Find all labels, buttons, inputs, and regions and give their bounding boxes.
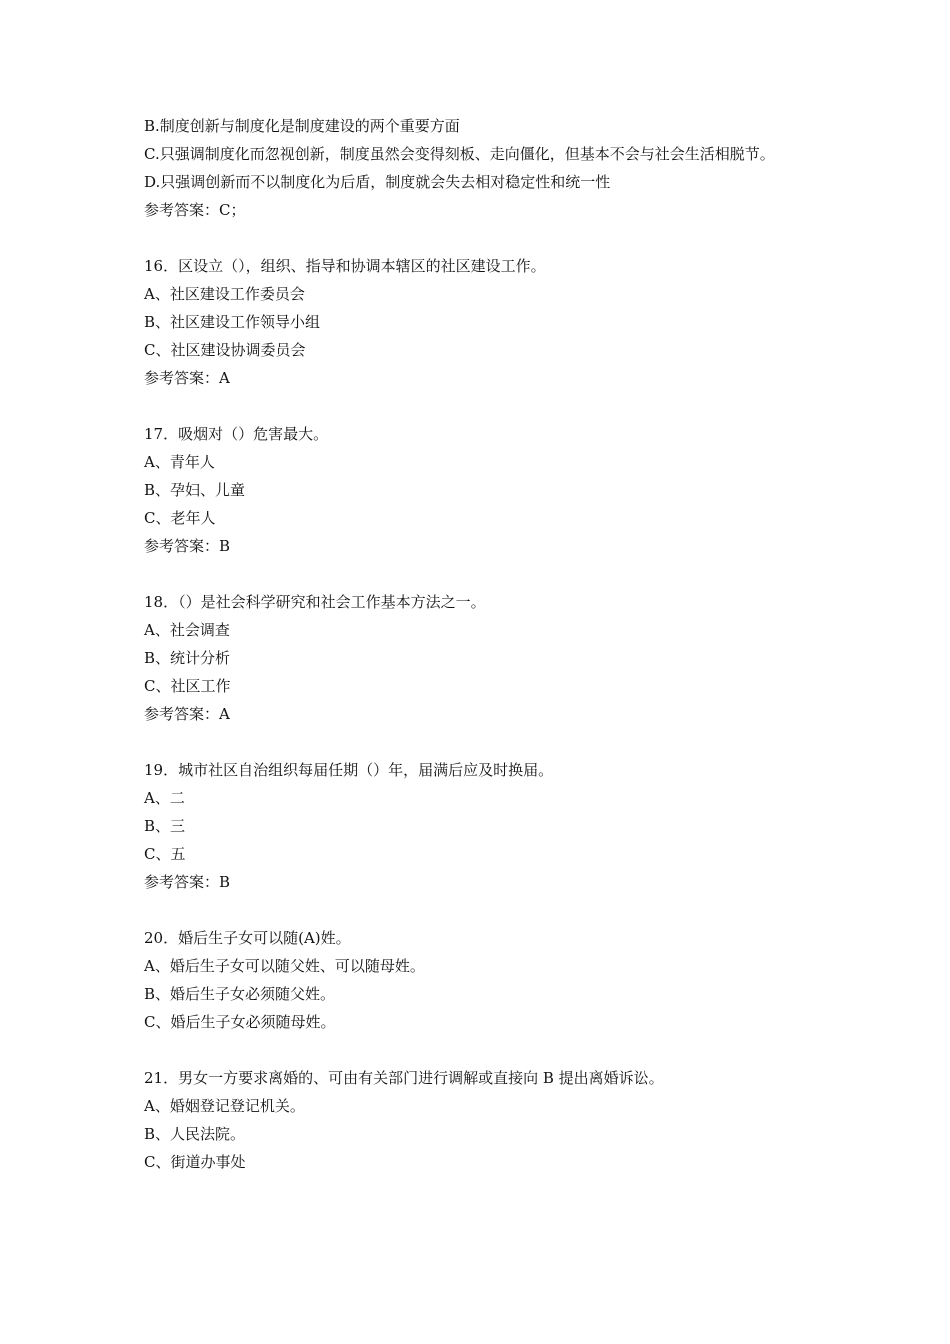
option-c: C.只强调制度化而忽视创新，制度虽然会变得刻板、走向僵化，但基本不会与社会生活相脱节。 <box>144 145 775 163</box>
option-a: A、青年人 <box>144 453 215 471</box>
question-21 <box>144 1064 814 1176</box>
option-c: C、社区建设协调委员会 <box>144 341 306 359</box>
answer: 参考答案：A <box>144 705 230 723</box>
option-b: B.制度创新与制度化是制度建设的两个重要方面 <box>144 117 460 135</box>
question-text: 16．区设立（），组织、指导和协调本辖区的社区建设工作。 <box>144 257 546 275</box>
question-17 <box>144 420 814 560</box>
question-text: 20．婚后生子女可以随(A)姓。 <box>144 929 351 947</box>
answer: 参考答案：B <box>144 873 231 891</box>
option-a: A、二 <box>144 789 185 807</box>
option-a: A、婚姻登记登记机关。 <box>144 1097 305 1115</box>
question-18 <box>144 588 814 728</box>
answer: 参考答案：C； <box>144 201 246 219</box>
option-d: D.只强调创新而不以制度化为后盾，制度就会失去相对稳定性和统一性 <box>144 173 611 191</box>
question-text: 17．吸烟对（）危害最大。 <box>144 425 329 443</box>
option-c: C、婚后生子女必须随母姓。 <box>144 1013 336 1031</box>
question-text: 21．男女一方要求离婚的、可由有关部门进行调解或直接向 B 提出离婚诉讼。 <box>144 1069 664 1087</box>
option-c: C、街道办事处 <box>144 1153 246 1171</box>
question-text: 19．城市社区自治组织每届任期（）年，届满后应及时换届。 <box>144 761 554 779</box>
option-a: A、社区建设工作委员会 <box>144 285 305 303</box>
option-a: A、婚后生子女可以随父姓、可以随母姓。 <box>144 957 425 975</box>
question-text: 18．（）是社会科学研究和社会工作基本方法之一。 <box>144 593 486 611</box>
option-a: A、社会调查 <box>144 621 230 639</box>
option-b: B、社区建设工作领导小组 <box>144 313 321 331</box>
question-20 <box>144 924 814 1036</box>
option-b: B、孕妇、儿童 <box>144 481 246 499</box>
option-b: B、人民法院。 <box>144 1125 246 1143</box>
option-b: B、统计分析 <box>144 649 231 667</box>
question-19 <box>144 756 814 896</box>
question-15-tail <box>144 112 814 224</box>
question-16 <box>144 252 814 392</box>
option-c: C、五 <box>144 845 186 863</box>
answer: 参考答案：A <box>144 369 230 387</box>
option-c: C、社区工作 <box>144 677 231 695</box>
answer: 参考答案：B <box>144 537 231 555</box>
option-c: C、老年人 <box>144 509 216 527</box>
option-b: B、三 <box>144 817 186 835</box>
option-b: B、婚后生子女必须随父姓。 <box>144 985 336 1003</box>
document-content <box>144 112 814 1176</box>
